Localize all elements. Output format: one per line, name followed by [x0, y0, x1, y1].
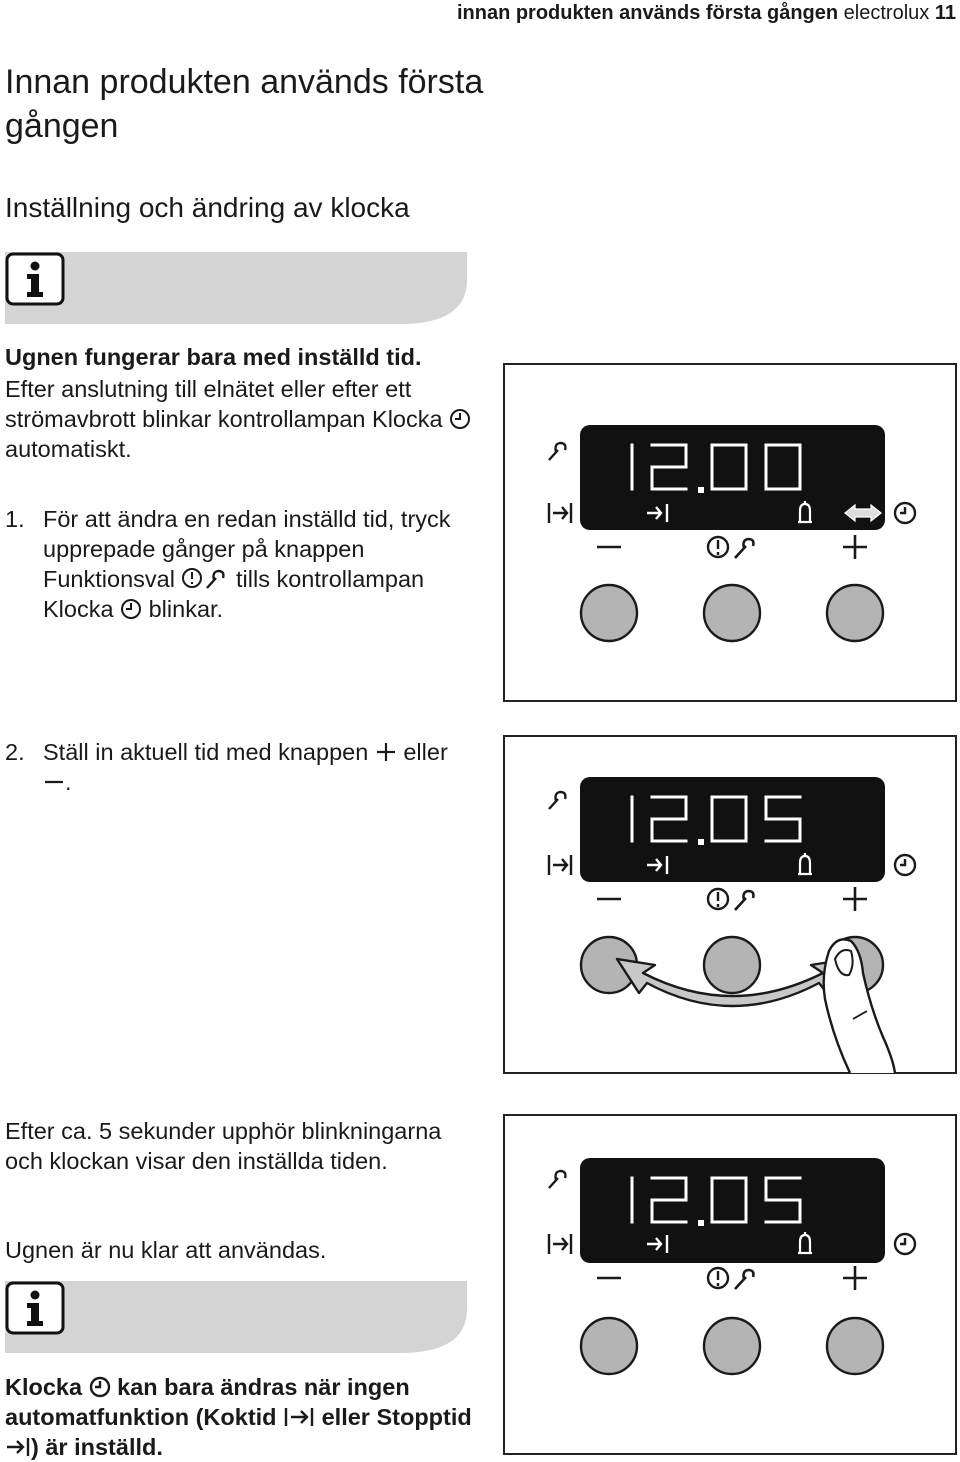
clock-icon: [89, 1376, 111, 1398]
plus-icon: [843, 535, 867, 559]
step-1: [5, 504, 475, 624]
plus-icon: [843, 1266, 867, 1290]
end-time-icon: [5, 1436, 31, 1458]
function-select-button[interactable]: [704, 1318, 760, 1374]
running-header-section: innan produkten används första gången: [456, 2, 839, 24]
page-number: 11: [934, 2, 956, 24]
step-2: [5, 737, 475, 797]
step-1-number: 1.: [5, 506, 25, 532]
info-bar: [5, 1281, 467, 1353]
info-text-a: Efter anslutning till elnätet eller efter ett strömavbrott blinkar kontrollampan Klocka: [5, 376, 443, 432]
clock-icon: [120, 598, 142, 620]
info-icon: [5, 252, 65, 306]
plus-icon: [843, 887, 867, 911]
control-panel-drawing: [505, 737, 959, 1076]
info-bar: [5, 252, 467, 324]
display-decimal-point: [698, 839, 704, 845]
info-text-b: automatiskt.: [5, 436, 132, 462]
clock-icon: [895, 855, 915, 875]
step-1-text-a: För att ändra en redan inställd tid, tryck upprepade gånger på knappen Funktionsval: [43, 506, 451, 592]
function-select-icon: [708, 889, 753, 910]
function-select-button[interactable]: [704, 585, 760, 641]
probe-icon: [549, 443, 565, 460]
step-2-text-a: Ställ in aktuell tid med knappen: [43, 739, 369, 765]
info-icon: [5, 1281, 65, 1335]
finger-icon: [824, 939, 895, 1073]
clock-icon: [449, 408, 471, 430]
display-screen: [580, 1158, 885, 1263]
info-note-c: eller Stopptid: [321, 1404, 472, 1430]
info-note-d: ) är inställd.: [31, 1434, 163, 1460]
probe-icon: [549, 1171, 565, 1188]
cook-time-icon: [549, 855, 571, 875]
after-text: Efter ca. 5 sekunder upphör blinkningarna och klockan visar den inställda tiden.: [5, 1118, 442, 1174]
info-text-block: [5, 342, 475, 464]
function-select-icon: [181, 566, 229, 590]
function-select-icon: [708, 537, 753, 558]
step-1-text-c: blinkar.: [148, 596, 224, 622]
display-decimal-point: [698, 1220, 704, 1226]
ready-text: Ugnen är nu klar att användas.: [5, 1237, 327, 1263]
step-2-text-b: eller: [403, 739, 448, 765]
clock-icon: [895, 1234, 915, 1254]
display-decimal-point: [698, 487, 704, 493]
step-1-text-b: tills kontrollampan Klocka: [43, 566, 425, 622]
control-panel-drawing: [505, 365, 959, 704]
control-panel: [503, 1114, 957, 1455]
probe-icon: [549, 792, 565, 809]
function-select-icon: [708, 1268, 753, 1289]
function-select-button[interactable]: [704, 937, 760, 993]
cook-time-icon: [549, 1234, 571, 1254]
section-title: Inställning och ändring av klocka: [5, 192, 410, 223]
info-note-b: kan bara ändras när ingen automatfunktion (Koktid: [5, 1374, 410, 1430]
plus-button[interactable]: [827, 585, 883, 641]
cook-time-icon: [549, 503, 571, 523]
step-2-number: 2.: [5, 739, 25, 765]
display-screen: [580, 425, 885, 530]
running-header: [457, 2, 956, 25]
clock-icon: [895, 503, 915, 523]
control-panel: [503, 735, 957, 1074]
cook-time-icon: [283, 1406, 315, 1428]
minus-button[interactable]: [581, 1318, 637, 1374]
page-title: Innan produkten används första gången: [5, 63, 484, 145]
control-panel: [503, 363, 957, 702]
plus-button[interactable]: [827, 1318, 883, 1374]
running-header-brand: electrolux: [843, 2, 930, 24]
step-2-text-c: .: [65, 769, 72, 795]
plus-icon: [375, 741, 397, 763]
minus-icon: [43, 771, 65, 793]
info-note: [5, 1372, 475, 1462]
info-text: [5, 374, 475, 464]
minus-button[interactable]: [581, 585, 637, 641]
info-note-a: Klocka: [5, 1374, 83, 1400]
info-bold-text: Ugnen fungerar bara med inställd tid.: [5, 344, 422, 370]
control-panel-drawing: [505, 1116, 959, 1457]
display-screen: [580, 777, 885, 882]
